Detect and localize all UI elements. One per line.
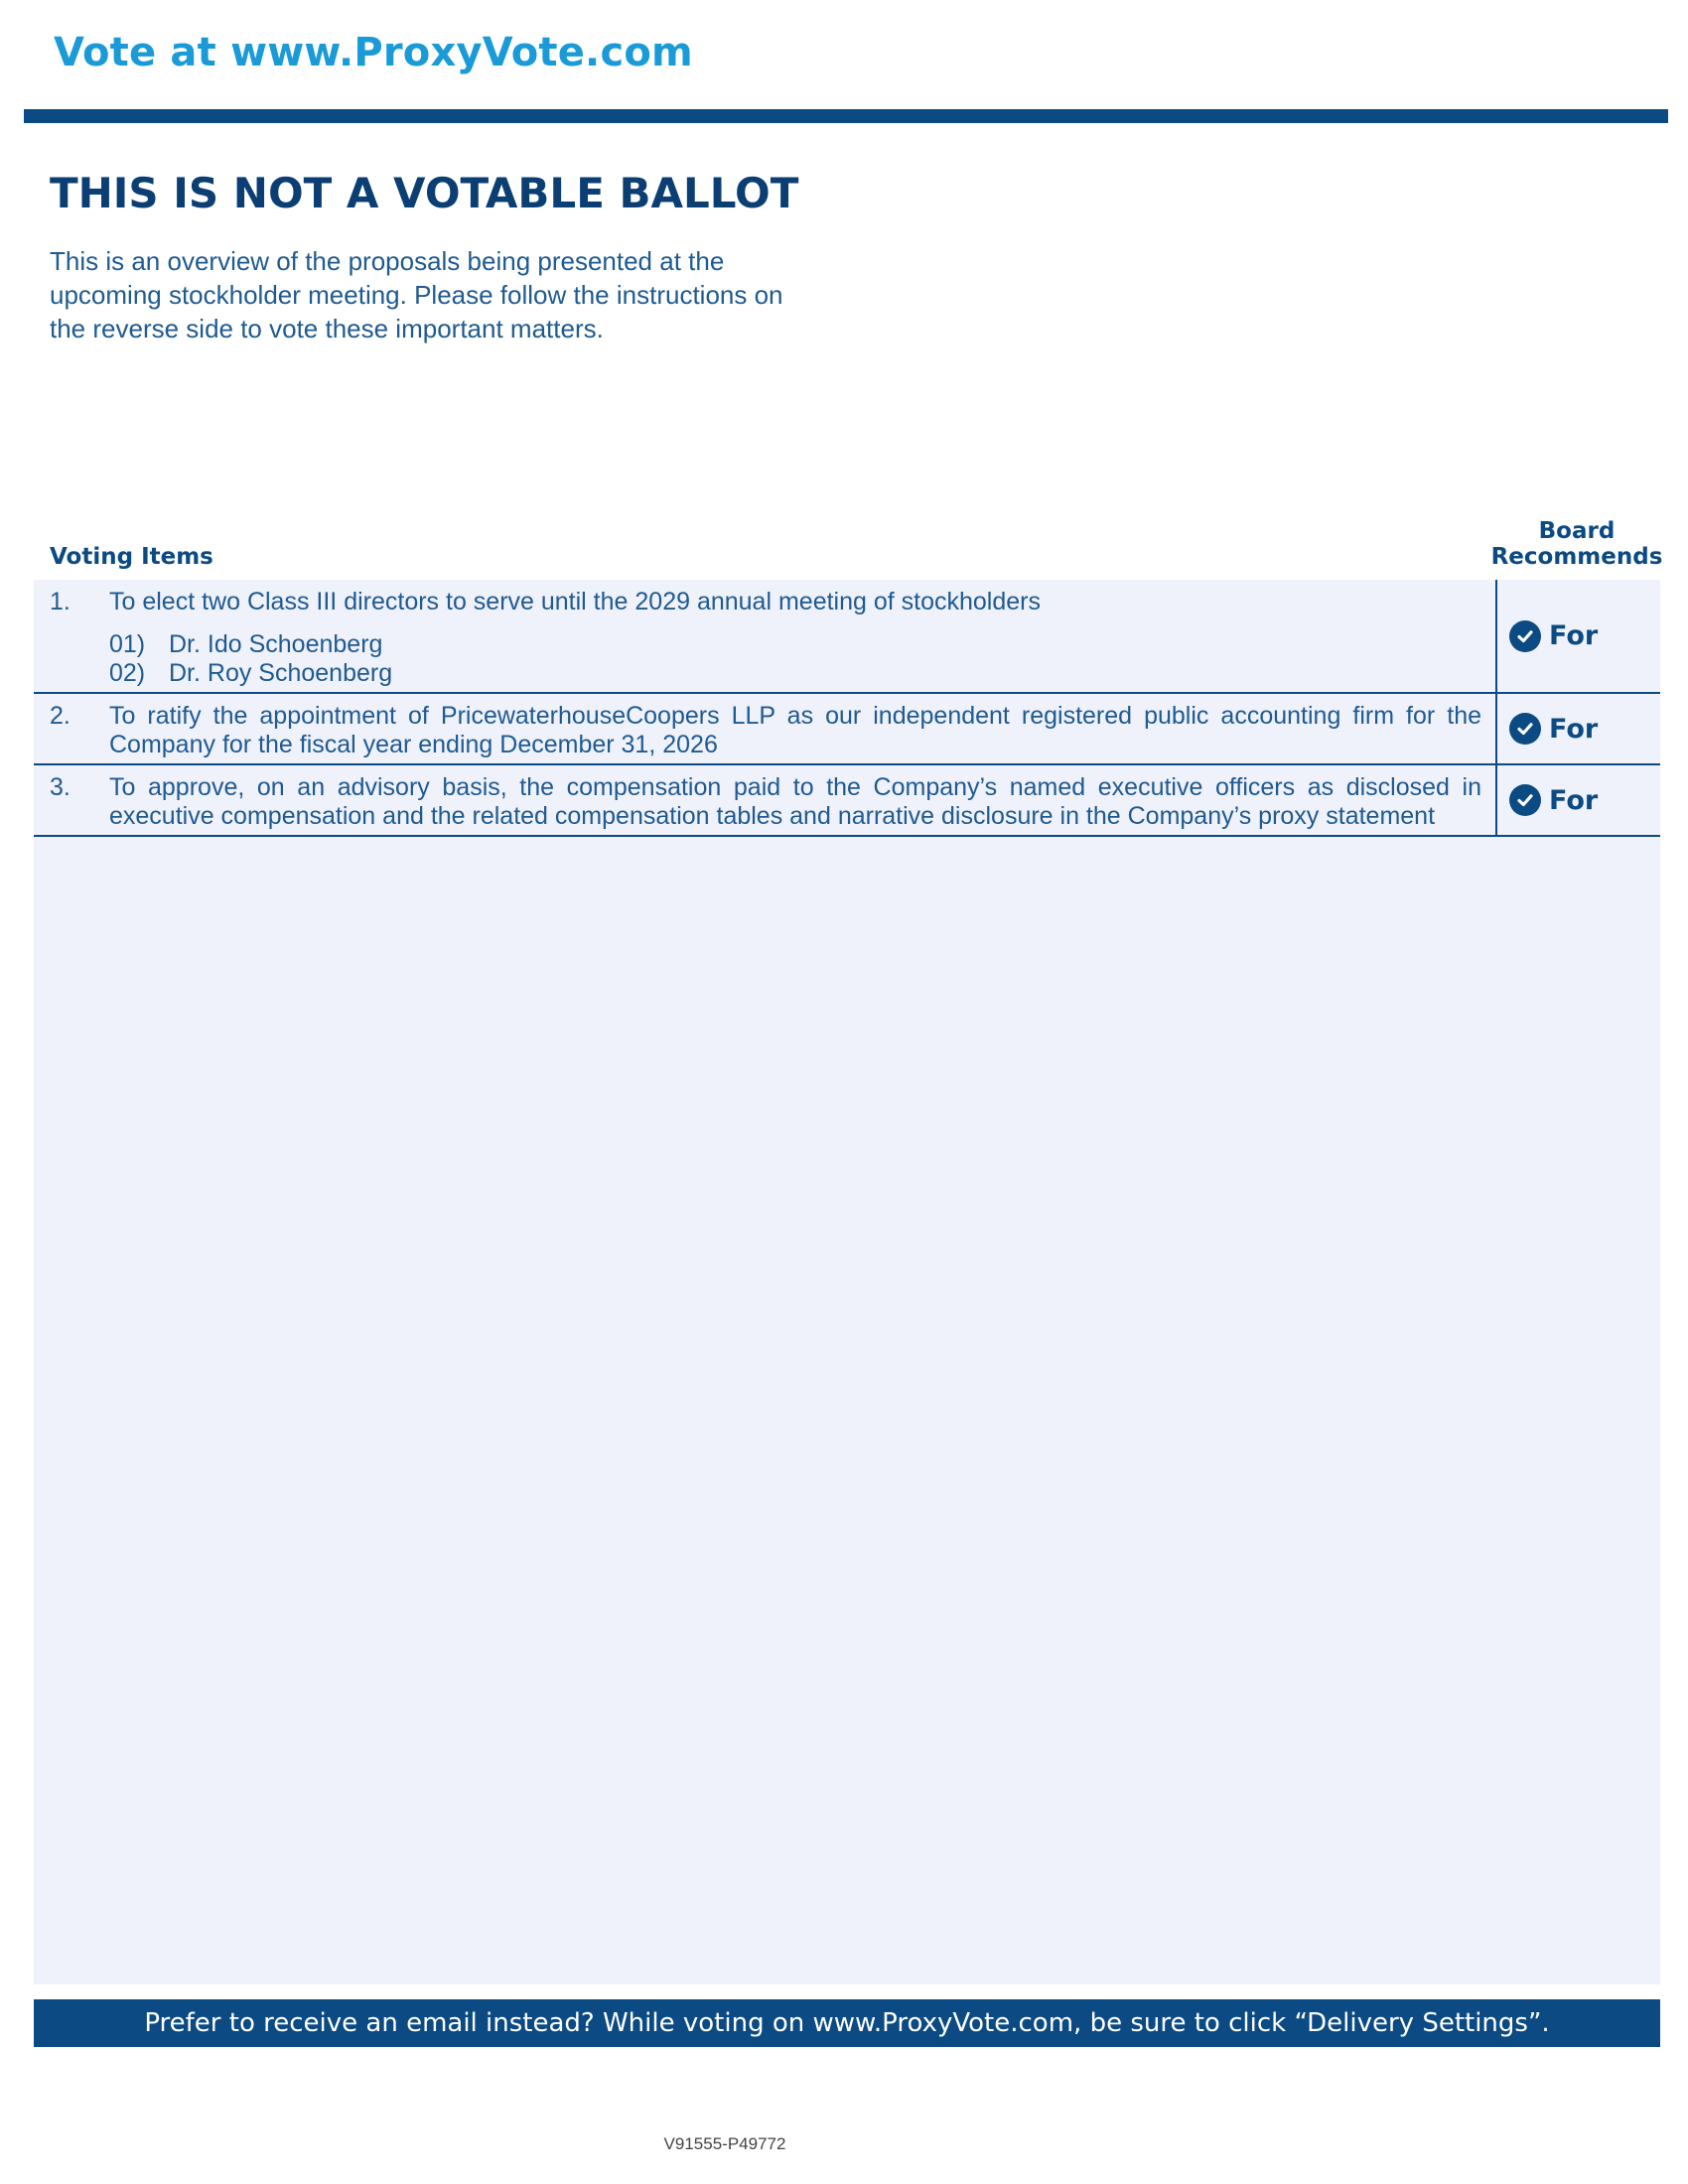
board-recommends-header-line-1: Board (1538, 518, 1616, 544)
intro-line-1: This is an overview of the proposals being presented at the (50, 246, 725, 276)
voting-items-header: Voting Items (50, 544, 213, 570)
item-text: To ratify the appointment of PricewaterhouseCoopers LLP as our independent registered public accounting firm for the Company for the fiscal year ending December 31, 2026 (109, 702, 1481, 758)
proxyvote-header-link[interactable]: Vote at www.ProxyVote.com (54, 30, 693, 75)
voting-item-row (34, 765, 1660, 837)
item-text: To approve, on an advisory basis, the compensation paid to the Company’s named executive officers as disclosed in executive compensation and the related compensation tables and narrative disclosure in the Company’s proxy statement (109, 773, 1481, 830)
page-title: THIS IS NOT A VOTABLE BALLOT (50, 169, 799, 217)
nominee-item (109, 659, 1481, 688)
nominee-name: Dr. Roy Schoenberg (169, 659, 393, 687)
recommendation-cell (1497, 694, 1660, 763)
recommendation-cell (1497, 765, 1660, 835)
nominee-number: 01) (109, 630, 146, 658)
intro-paragraph (50, 244, 844, 345)
item-body (109, 588, 1481, 688)
delivery-settings-text: Prefer to receive an email instead? While voting on www.ProxyVote.com, be sure to click “Delivery Settings”. (144, 2008, 1550, 2038)
header-rule (24, 109, 1668, 123)
board-recommends-header-line-2: Recommends (1490, 544, 1663, 570)
nominee-number: 02) (109, 659, 146, 687)
check-circle-icon (1509, 713, 1541, 745)
recommendation-label: For (1549, 784, 1599, 816)
document-code: V91555-P49772 (663, 2134, 786, 2153)
intro-line-2: upcoming stockholder meeting. Please follow the instructions on (50, 280, 783, 310)
recommendation-label: For (1549, 620, 1599, 651)
voting-item-cell (34, 694, 1497, 763)
item-number: 2. (50, 702, 70, 730)
intro-line-3: the reverse side to vote these important matters. (50, 314, 604, 343)
voting-item-row (34, 694, 1660, 765)
check-circle-icon (1509, 784, 1541, 816)
voting-items-table (34, 580, 1660, 837)
voting-item-cell (34, 580, 1497, 692)
recommendation-cell (1497, 580, 1660, 692)
item-number: 1. (50, 588, 70, 615)
recommendation-label: For (1549, 713, 1599, 745)
voting-item-row (34, 580, 1660, 694)
item-number: 3. (50, 773, 70, 801)
nominee-list (109, 630, 1481, 688)
check-circle-icon (1509, 620, 1541, 652)
voting-item-cell (34, 765, 1497, 835)
item-text: To elect two Class III directors to serve until the 2029 annual meeting of stockholders (109, 588, 1041, 615)
board-recommends-header (1489, 518, 1664, 570)
nominee-item (109, 630, 1481, 659)
delivery-settings-banner (34, 1999, 1660, 2047)
nominee-name: Dr. Ido Schoenberg (169, 630, 383, 658)
